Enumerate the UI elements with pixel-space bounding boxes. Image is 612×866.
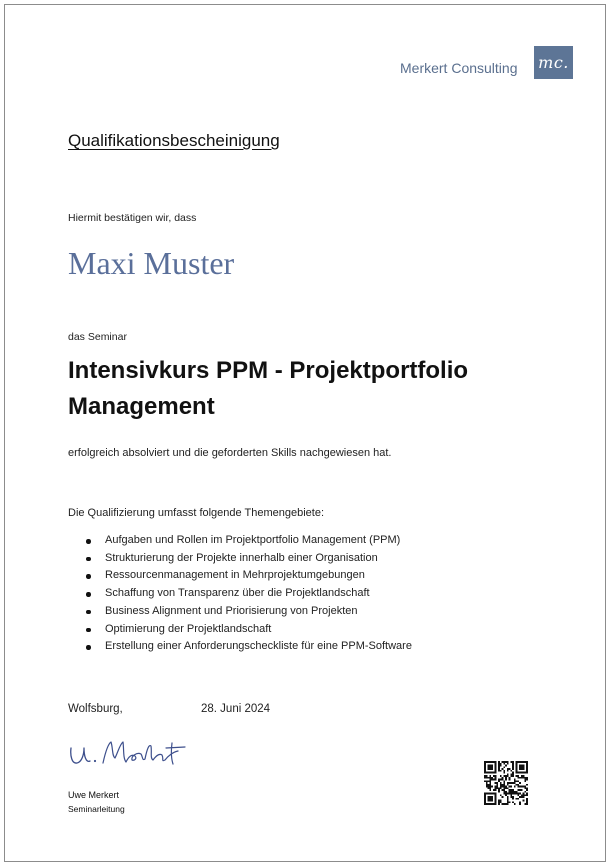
brand-name: Merkert Consulting [400,60,518,76]
topics-intro: Die Qualifizierung umfasst folgende Themengebiete: [68,507,325,519]
logo-text: mc. [538,53,569,72]
list-item: Aufgaben und Rollen im Projektportfolio Management (PPM) [83,532,412,550]
signer-name: Uwe Merkert [68,790,120,800]
signature-icon [65,734,195,772]
topics-list [83,532,412,656]
list-item: Strukturierung der Projekte innerhalb einer Organisation [83,550,412,568]
list-item: Business Alignment und Priorisierung von Projekten [83,603,412,621]
completion-text: erfolgreich absolviert und die geforderten Skills nachgewiesen hat. [68,447,392,459]
date-text: 28. Juni 2024 [201,703,271,715]
intro-text: Hiermit bestätigen wir, dass [68,212,197,224]
signer-role: Seminarleitung [68,804,125,814]
company-logo [534,46,573,79]
recipient-name: Maxi Muster [68,245,235,281]
list-item: Schaffung von Transparenz über die Projektlandschaft [83,585,412,603]
certificate-page [4,4,606,862]
page-title: Qualifikationsbescheinigung [68,131,280,150]
list-item: Ressourcenmanagement in Mehrprojektumgebungen [83,567,412,585]
qr-code-icon [484,761,528,805]
list-item: Erstellung einer Anforderungscheckliste für eine PPM-Software [83,638,412,656]
seminar-label: das Seminar [68,331,127,343]
place-text: Wolfsburg, [68,703,123,715]
course-title: Intensivkurs PPM - Projektportfolio Management [68,357,469,420]
list-item: Optimierung der Projektlandschaft [83,621,412,639]
